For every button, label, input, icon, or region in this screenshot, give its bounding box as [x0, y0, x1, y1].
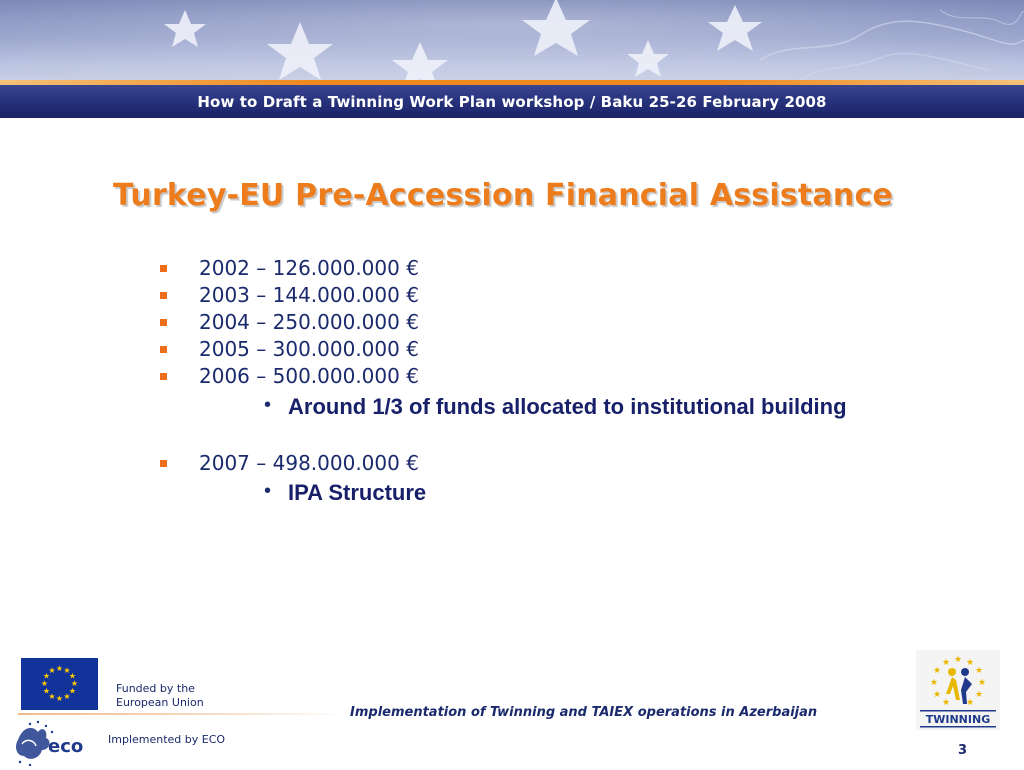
orange-square-bullet-icon [160, 373, 167, 380]
svg-text:★: ★ [48, 666, 56, 675]
funded-line-2: European Union [116, 696, 204, 709]
list-item [0, 451, 1024, 479]
svg-text:★: ★ [977, 678, 987, 688]
svg-text:★: ★ [932, 690, 942, 700]
sub-bullet-marker: • [264, 480, 272, 502]
bullet-text: 2005 – 300.000.000 € [199, 337, 419, 361]
svg-text:★: ★ [42, 671, 51, 681]
page-number: 3 [958, 743, 968, 758]
svg-text:★: ★ [68, 671, 77, 681]
svg-text:★: ★ [42, 686, 51, 696]
header-title-bar [0, 85, 1024, 118]
twinning-logo-text: TWINNING [925, 713, 991, 726]
bullet-text: 2004 – 250.000.000 € [199, 310, 419, 334]
implemented-by-label: Implemented by ECO [108, 733, 226, 746]
sub-list-item [0, 480, 1024, 508]
svg-text:★: ★ [63, 692, 71, 701]
svg-text:★: ★ [953, 655, 963, 665]
twinning-logo [916, 650, 1000, 730]
orange-square-bullet-icon [160, 265, 167, 272]
svg-text:★: ★ [932, 666, 942, 676]
funded-by-label [116, 682, 204, 710]
svg-text:★: ★ [55, 694, 64, 703]
list-item [0, 256, 1024, 284]
list-item [0, 364, 1024, 392]
orange-square-bullet-icon [160, 319, 167, 326]
footer-divider [18, 713, 348, 715]
bullet-text: 2006 – 500.000.000 € [199, 364, 419, 388]
svg-text:★: ★ [63, 666, 71, 675]
svg-text:★: ★ [929, 678, 939, 688]
svg-text:★: ★ [55, 664, 64, 673]
header-title: How to Draft a Twinning Work Plan workshop / Baku 25-26 February 2008 [197, 92, 827, 111]
sub-bullet-text: Around 1/3 of funds allocated to institutional building [288, 394, 847, 419]
list-item [0, 283, 1024, 311]
svg-text:★: ★ [941, 698, 951, 708]
eu-flag-icon [21, 658, 98, 710]
sub-list-item [0, 394, 1024, 422]
eco-logo [12, 718, 98, 766]
list-item [0, 310, 1024, 338]
eco-logo-text: eco [48, 736, 84, 757]
orange-square-bullet-icon [160, 346, 167, 353]
sub-bullet-text: IPA Structure [288, 480, 427, 505]
slide-title: Turkey-EU Pre-Accession Financial Assistance [113, 178, 893, 213]
svg-text:★: ★ [70, 679, 79, 688]
svg-text:★: ★ [941, 658, 951, 668]
sub-bullet-marker: • [264, 394, 272, 416]
svg-text:★: ★ [40, 679, 49, 688]
bullet-text: 2003 – 144.000.000 € [199, 283, 419, 307]
svg-text:★: ★ [974, 690, 984, 700]
svg-text:★: ★ [48, 692, 56, 701]
svg-text:★: ★ [965, 698, 975, 708]
svg-text:★: ★ [68, 686, 77, 696]
header-banner [0, 0, 1024, 80]
footer-implementation-text: Implementation of Twinning and TAIEX operations in Azerbaijan [350, 705, 818, 720]
svg-text:★: ★ [974, 666, 984, 676]
eu-stars-banner-icon [0, 0, 1024, 80]
svg-text:★: ★ [965, 658, 975, 668]
bullet-text: 2007 – 498.000.000 € [199, 451, 419, 475]
orange-square-bullet-icon [160, 460, 167, 467]
list-item [0, 337, 1024, 365]
funded-line-1: Funded by the [116, 682, 195, 695]
orange-square-bullet-icon [160, 292, 167, 299]
bullet-text: 2002 – 126.000.000 € [199, 256, 419, 280]
